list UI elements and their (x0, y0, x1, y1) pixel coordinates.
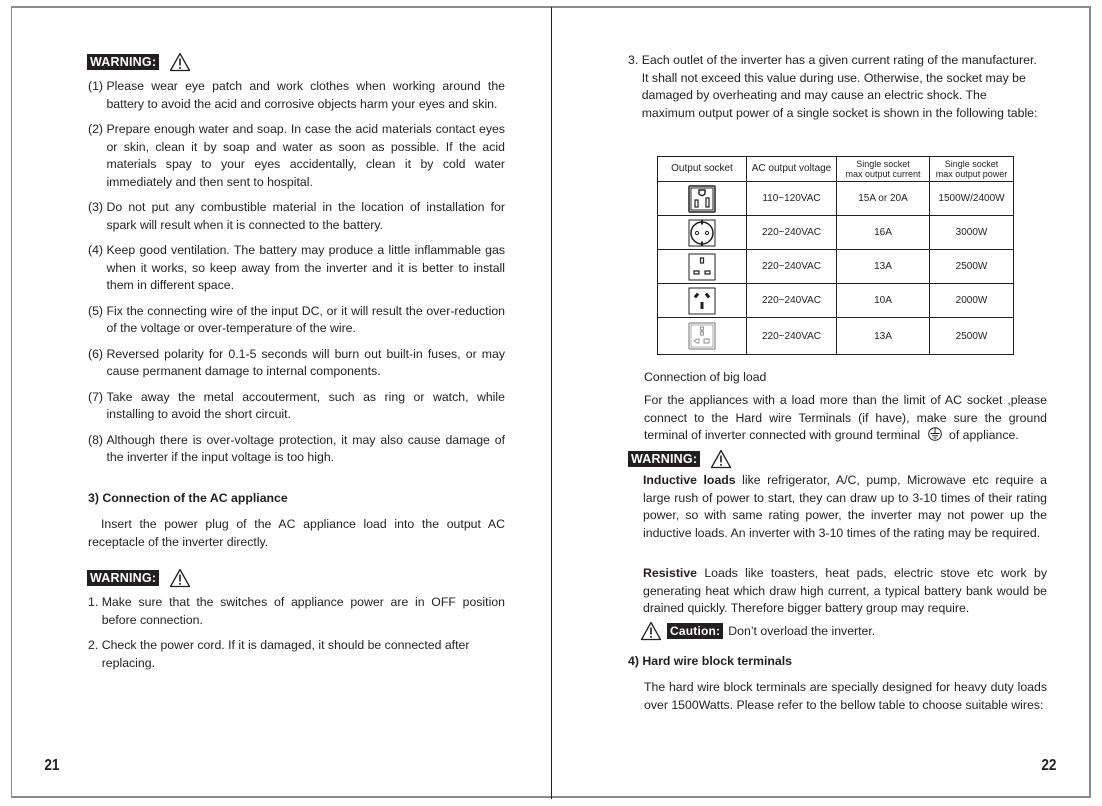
section-paragraph-ac-appliance: Insert the power plug of the AC appliance load into the output AC receptacle of the inverter directly. (88, 517, 505, 549)
au-as3112-socket-icon (688, 287, 716, 315)
current-cell: 10A (837, 284, 930, 318)
header-line: Single socket (944, 159, 999, 169)
item-number: (1) (88, 79, 104, 93)
warning-label: WARNING: (87, 570, 159, 586)
item-text: Take away the metal accouterment, such as ring or watch, while installing to avoid the short circuit. (106, 389, 505, 421)
inductive-loads-paragraph (643, 472, 1047, 542)
big-load-text: For the appliances with a load more than the limit of AC socket ,please connect to the Hard wire Terminals (if have), make sure the ground terminal of inverter connected with ground terminal (644, 393, 1047, 442)
item-number: (4) (88, 243, 104, 257)
resistive-loads-term: Resistive (643, 566, 698, 580)
table-header-row (658, 157, 1014, 182)
voltage-cell: 220~240VAC (747, 318, 837, 355)
header-max-output-current (837, 157, 930, 182)
table-row (658, 250, 1014, 284)
table-row (658, 318, 1014, 355)
socket-cell (658, 216, 747, 250)
resistive-loads-text: Loads like toasters, heat pads, electric stove etc work by generating heat which draw high current, a typical battery bank would be drained quickly. Therefore bigger battery group may require. (643, 566, 1047, 615)
universal-socket-icon (688, 322, 716, 350)
list-item (88, 199, 505, 234)
item-text: Make sure that the switches of appliance power are in OFF position before connection. (101, 595, 505, 627)
section-paragraph-hard-wire: The hard wire block terminals are specially designed for heavy duty loads over 1500Watts. Please refer to the bellow table to choose suitable wires: (644, 680, 1047, 712)
item-text: Fix the connecting wire of the input DC, or it will result the over-reduction of the voltage or over-temperature of the wire. (106, 303, 505, 335)
header-line: max output power (935, 169, 1008, 179)
warning-triangle-icon (710, 449, 732, 469)
item-number: (5) (88, 303, 104, 318)
list-item (88, 121, 505, 191)
list-item (88, 637, 505, 672)
power-cell: 2500W (930, 250, 1014, 284)
table-row (658, 182, 1014, 216)
voltage-cell: 220~240VAC (747, 216, 837, 250)
socket-cell (658, 182, 747, 216)
item-text: Check the power cord. If it is damaged, it should be connected after replacing. (101, 638, 470, 670)
big-load-text-end: of appliance. (948, 428, 1019, 442)
uk-bs1363-socket-icon (688, 253, 716, 281)
warning-header-1 (87, 52, 191, 72)
list-item (88, 346, 505, 381)
socket-cell (658, 284, 747, 318)
warning-triangle-icon (169, 52, 191, 72)
resistive-loads-paragraph (643, 565, 1047, 618)
eu-schuko-socket-icon (688, 219, 716, 247)
item-number: 3. (628, 53, 639, 67)
socket-cell (658, 250, 747, 284)
header-line: max output current (845, 169, 921, 179)
section-heading-hard-wire: 4) Hard wire block terminals (628, 654, 793, 668)
power-cell: 2500W (930, 318, 1014, 355)
header-output-socket: Output socket (658, 157, 747, 182)
caution-label: Caution: (667, 623, 723, 639)
voltage-cell: 110~120VAC (747, 182, 837, 216)
current-cell: 15A or 20A (837, 182, 930, 216)
power-cell: 2000W (930, 284, 1014, 318)
current-cell: 13A (837, 318, 930, 355)
warning-triangle-icon (640, 621, 662, 641)
current-cell: 13A (837, 250, 930, 284)
item-text: Prepare enough water and soap. In case the acid materials contact eyes or skin, clean it by soap and water as soon as possible. If the acid materials spay to your eyes accidentally, clean it by cold water immediately and then sent to hospital. (106, 122, 505, 189)
us-nema-socket-icon (688, 185, 716, 213)
page-divider (551, 7, 552, 799)
big-load-heading: Connection of big load (644, 370, 767, 384)
list-item (88, 432, 505, 467)
page-number-left: 21 (44, 757, 60, 774)
item-number: (3) (88, 200, 104, 214)
warning-label: WARNING: (628, 451, 700, 467)
list-item (88, 242, 505, 295)
item-text: Please wear eye patch and work clothes when working around the battery to avoid the acid and corrosive objects harm your eyes and skin. (106, 79, 505, 111)
table-row (658, 284, 1014, 318)
table-row (658, 216, 1014, 250)
warning-list-2 (88, 594, 505, 680)
item-number: (8) (88, 432, 104, 447)
list-item (88, 389, 505, 424)
item-text: Although there is over-voltage protection, it may also cause damage of the inverter if the input voltage is too high. (106, 432, 505, 464)
voltage-cell: 220~240VAC (747, 284, 837, 318)
item-number: (7) (88, 389, 104, 404)
inductive-loads-term: Inductive loads (643, 473, 736, 487)
ground-symbol-icon (927, 427, 943, 441)
section-heading-ac-appliance: 3) Connection of the AC appliance (88, 491, 288, 505)
socket-cell (658, 318, 747, 355)
inductive-loads-text: like refrigerator, A/C, pump, Microwave etc require a large rush of power to start, they can draw up to 3-10 times of their rating power, so with same rating power, the inverter may not power up the inductive loads. An inverter with 3-10 times of the rating may be required. (643, 473, 1047, 540)
list-item (628, 52, 1040, 122)
header-max-output-power (930, 157, 1014, 182)
power-cell: 3000W (930, 216, 1014, 250)
warning-label: WARNING: (87, 54, 159, 70)
item-number: 1. (88, 595, 99, 609)
voltage-cell: 220~240VAC (747, 250, 837, 284)
list-item (88, 594, 505, 629)
item-number: (6) (88, 346, 104, 361)
warning-header-2 (87, 568, 191, 588)
header-line: Single socket (856, 159, 910, 169)
item-number: (2) (88, 122, 104, 136)
power-cell: 1500W/2400W (930, 182, 1014, 216)
current-cell: 16A (837, 216, 930, 250)
item-text: Keep good ventilation. The battery may produce a little inflammable gas when it works, so keep away from the inverter and it is better to install them in different space. (106, 243, 505, 292)
warning-triangle-icon (169, 568, 191, 588)
warning-list-1 (88, 78, 505, 475)
outlet-rating-item (628, 52, 1040, 122)
socket-rating-table (657, 156, 1014, 355)
list-item (88, 78, 505, 113)
caution-line (640, 621, 875, 641)
list-item (88, 303, 505, 338)
item-number: 2. (88, 638, 99, 652)
header-ac-output-voltage: AC output voltage (747, 157, 837, 182)
caution-text: Don’t overload the inverter. (728, 624, 876, 638)
big-load-paragraph (644, 392, 1047, 445)
item-text: Do not put any combustible material in the location of installation for spark will result when it is connected to the battery. (106, 200, 505, 232)
item-text: Reversed polarity for 0.1-5 seconds will burn out built-in fuses, or may cause permanent damage to internal components. (106, 346, 505, 378)
page-number-right: 22 (1041, 757, 1057, 774)
item-text: Each outlet of the inverter has a given current rating of the manufacturer. It shall not exceed this value during use. Otherwise, the socket may be damaged by overheating and may cause an electric shock. The maximum output power of a single socket is shown in the following table: (641, 53, 1038, 120)
warning-header-3 (628, 449, 732, 469)
